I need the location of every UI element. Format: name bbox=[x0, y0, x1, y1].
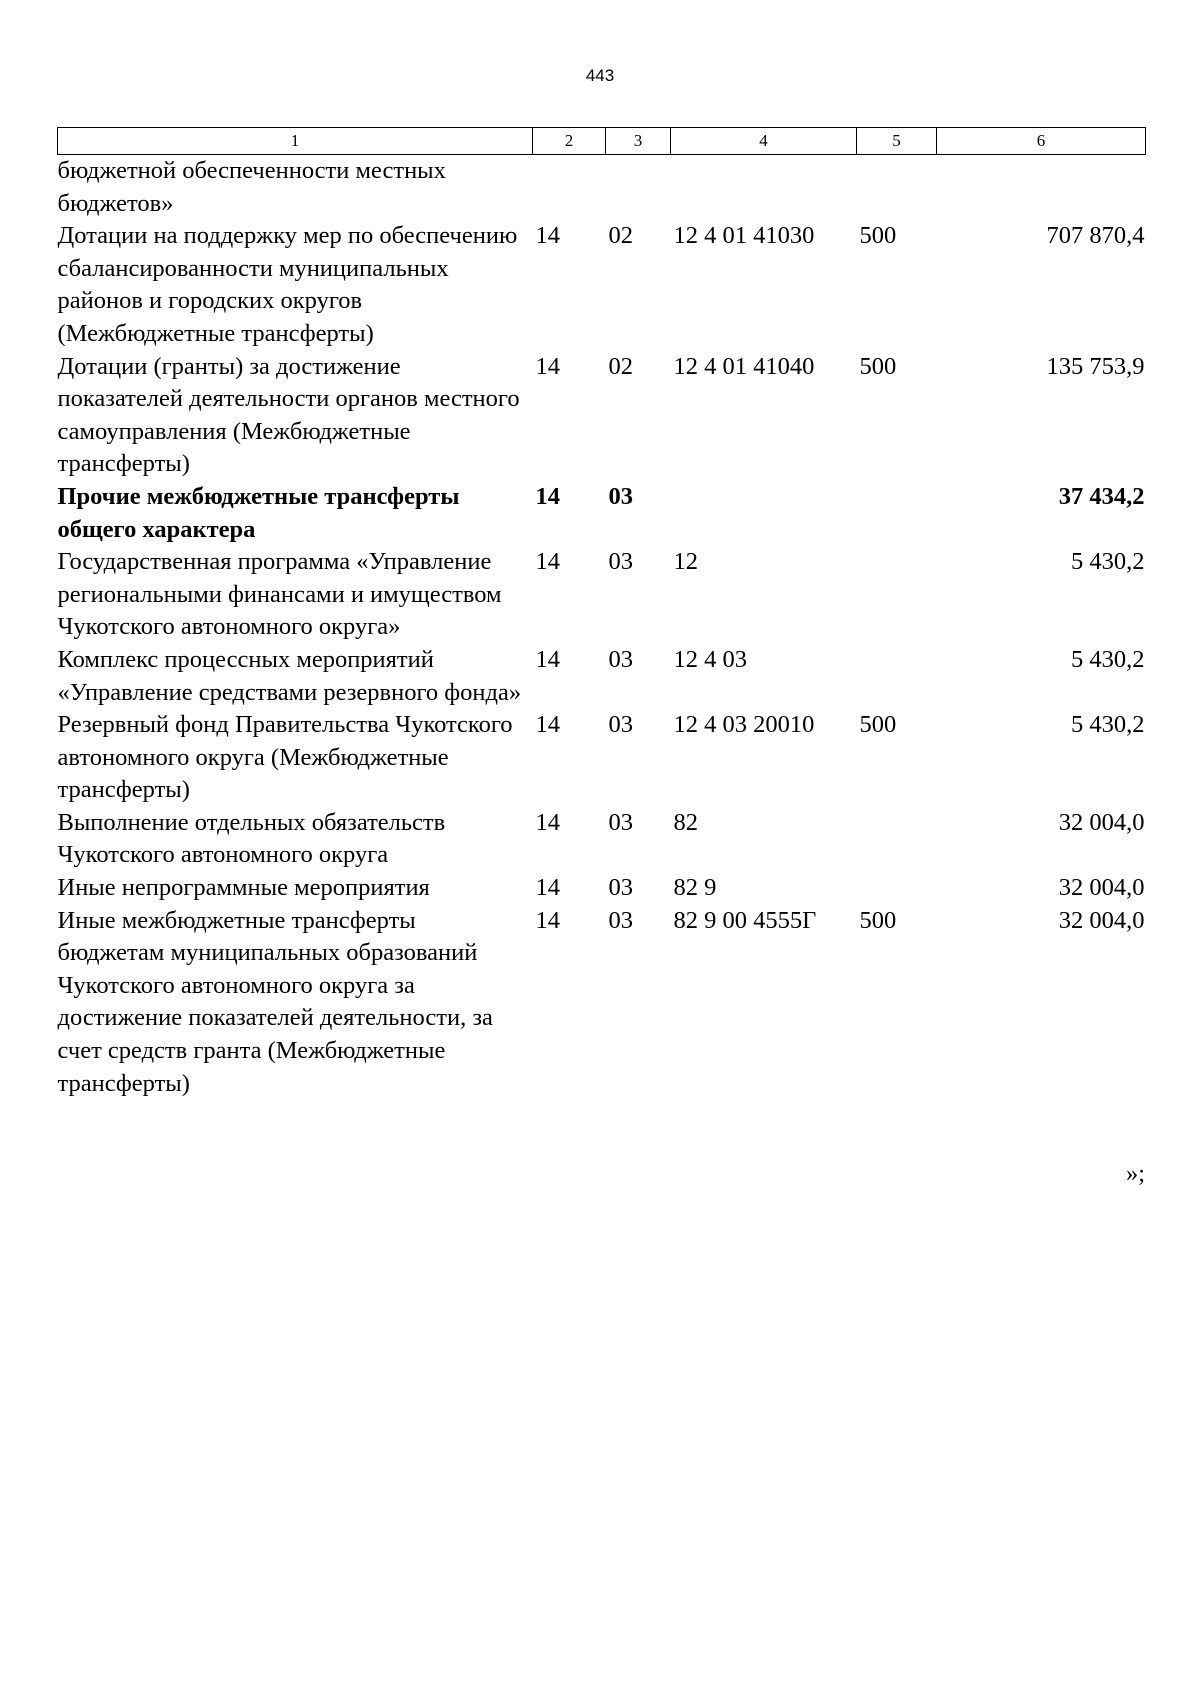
row-name-cell: Выполнение отдельных обязательств Чукотского автономного округа bbox=[57, 808, 446, 869]
table-body bbox=[58, 155, 1146, 1101]
row-type-cell bbox=[857, 807, 937, 872]
row-name-cell: Дотации (гранты) за достижение показателей деятельности органов местного самоуправления (Межбюджетные трансферты) bbox=[57, 352, 520, 478]
row-type-cell: 500 bbox=[859, 352, 897, 380]
row-section-cell bbox=[533, 155, 606, 221]
column-header: 2 bbox=[533, 128, 606, 155]
row-subsection-cell: 02 bbox=[608, 222, 633, 250]
table-row bbox=[58, 546, 1146, 644]
row-target-cell: 12 4 03 bbox=[673, 645, 747, 673]
row-name-cell: Прочие межбюджетные трансферты общего характера bbox=[57, 482, 460, 543]
row-subsection-cell: 03 bbox=[608, 711, 633, 739]
row-type-cell: 500 bbox=[859, 711, 897, 739]
row-amount-cell: 135 753,9 bbox=[1046, 352, 1145, 380]
row-type-cell: 500 bbox=[859, 906, 897, 934]
row-amount-cell: 37 434,2 bbox=[1058, 482, 1145, 510]
table-row bbox=[58, 155, 1146, 221]
column-header: 1 bbox=[58, 128, 533, 155]
row-amount-cell: 707 870,4 bbox=[1046, 222, 1145, 250]
table-header-row bbox=[58, 128, 1146, 155]
row-target-cell: 12 4 01 41040 bbox=[673, 352, 815, 380]
table-row bbox=[58, 220, 1146, 350]
row-name-cell: Иные межбюджетные трансферты бюджетам муниципальных образований Чукотского автономного округа за достижение показателей деятельности, за счет средств гранта (Межбюджетные трансферты) bbox=[57, 906, 493, 1097]
row-subsection-cell bbox=[606, 155, 671, 221]
row-name-cell: Государственная программа «Управление региональными финансами и имуществом Чукотского автономного округа» bbox=[57, 548, 502, 641]
row-target-cell: 82 9 00 4555Г bbox=[673, 906, 817, 934]
row-section-cell: 14 bbox=[535, 222, 560, 250]
row-type-cell bbox=[857, 872, 937, 905]
table-row bbox=[58, 481, 1146, 546]
row-section-cell: 14 bbox=[535, 352, 560, 380]
table-row bbox=[58, 709, 1146, 807]
row-section-cell: 14 bbox=[535, 482, 560, 510]
table-row bbox=[58, 905, 1146, 1101]
row-amount-cell: 32 004,0 bbox=[1058, 874, 1145, 902]
page-number: 443 bbox=[585, 66, 615, 85]
row-section-cell: 14 bbox=[535, 808, 560, 836]
row-name-cell: бюджетной обеспеченности местных бюджетов» bbox=[57, 157, 446, 217]
table-row bbox=[58, 644, 1146, 709]
row-type-cell bbox=[857, 481, 937, 546]
row-name-cell: Комплекс процессных мероприятий «Управление средствами резервного фонда» bbox=[57, 645, 522, 706]
row-target-cell: 12 bbox=[673, 548, 698, 576]
table-row bbox=[58, 872, 1146, 905]
row-subsection-cell: 03 bbox=[608, 548, 633, 576]
row-target-cell bbox=[671, 481, 857, 546]
row-target-cell: 82 9 bbox=[673, 874, 717, 902]
row-section-cell: 14 bbox=[535, 874, 560, 902]
budget-table bbox=[57, 127, 1146, 1100]
table-row bbox=[58, 807, 1146, 872]
row-amount-cell: 32 004,0 bbox=[1058, 808, 1145, 836]
row-type-cell: 500 bbox=[859, 222, 897, 250]
row-target-cell: 12 4 03 20010 bbox=[673, 711, 815, 739]
row-section-cell: 14 bbox=[535, 645, 560, 673]
row-target-cell: 12 4 01 41030 bbox=[673, 222, 815, 250]
row-amount-cell: 5 430,2 bbox=[1071, 548, 1145, 576]
row-section-cell: 14 bbox=[535, 711, 560, 739]
row-target-cell: 82 bbox=[673, 808, 698, 836]
table-row bbox=[58, 351, 1146, 481]
row-amount-cell bbox=[937, 155, 1146, 221]
row-subsection-cell: 03 bbox=[608, 645, 633, 673]
row-section-cell: 14 bbox=[535, 906, 560, 934]
row-name-cell: Иные непрограммные мероприятия bbox=[57, 874, 430, 902]
closing-quote-mark: »; bbox=[1125, 1160, 1145, 1187]
row-type-cell bbox=[857, 546, 937, 644]
row-type-cell bbox=[857, 155, 937, 221]
row-target-cell bbox=[671, 155, 857, 221]
row-name-cell: Дотации на поддержку мер по обеспечению сбалансированности муниципальных районов и городских округов (Межбюджетные трансферты) bbox=[57, 222, 518, 347]
column-header: 3 bbox=[606, 128, 671, 155]
column-header: 4 bbox=[671, 128, 857, 155]
row-section-cell: 14 bbox=[535, 548, 560, 576]
column-header: 6 bbox=[937, 128, 1146, 155]
column-header: 5 bbox=[857, 128, 937, 155]
row-subsection-cell: 03 bbox=[608, 482, 633, 510]
row-subsection-cell: 02 bbox=[608, 352, 633, 380]
row-amount-cell: 32 004,0 bbox=[1058, 906, 1145, 934]
row-subsection-cell: 03 bbox=[608, 874, 633, 902]
row-type-cell bbox=[857, 644, 937, 709]
row-subsection-cell: 03 bbox=[608, 808, 633, 836]
row-subsection-cell: 03 bbox=[608, 906, 633, 934]
row-amount-cell: 5 430,2 bbox=[1071, 645, 1145, 673]
row-name-cell: Резервный фонд Правительства Чукотского автономного округа (Межбюджетные трансферты) bbox=[57, 711, 513, 804]
row-amount-cell: 5 430,2 bbox=[1071, 711, 1145, 739]
